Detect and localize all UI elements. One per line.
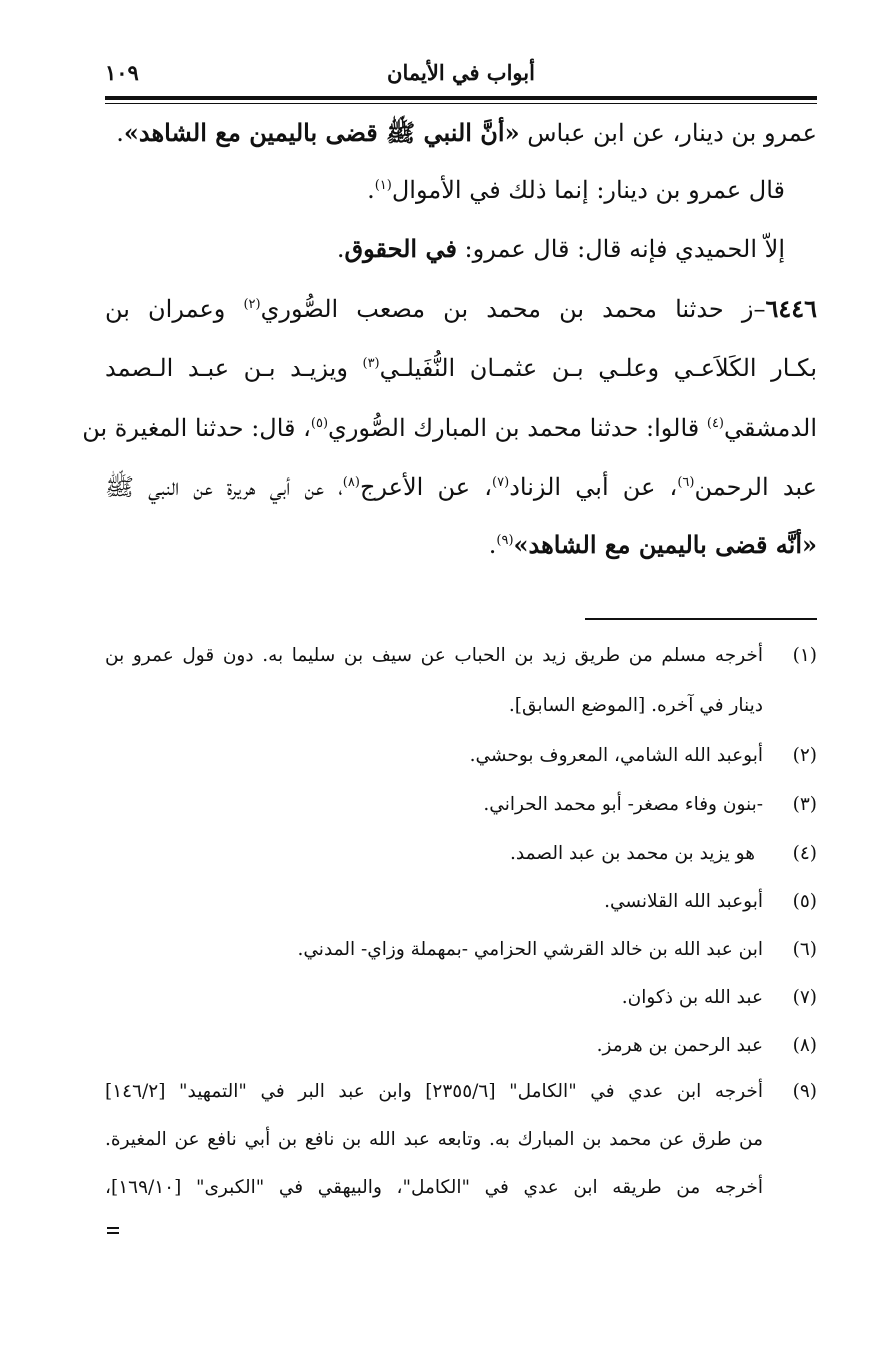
text-span: ويزيـد بـن عبـد الـصمد <box>105 354 363 382</box>
footnote-separator <box>585 618 817 620</box>
text-span: قال عمرو بن دينار: إنما ذلك في الأموال <box>391 176 785 204</box>
text-span: . <box>488 531 497 559</box>
text-line-7 <box>105 472 817 507</box>
text-span: . <box>336 235 345 263</box>
running-title: أبواب في الأيمان <box>387 60 535 85</box>
hadith-quote: «أنَّه قضى باليمين مع الشاهد» <box>513 530 817 559</box>
footnote-number: (٧) <box>792 987 817 1008</box>
text-line-8 <box>489 530 817 559</box>
footnote-text: -بنون وفاء مصغر- أبو محمد الحراني. <box>483 794 763 815</box>
text-span: ، عن أبي هريرة عن النبي ﷺ <box>105 473 343 501</box>
footnote-number: (٨) <box>792 1035 817 1056</box>
text-span: ، عن أبي الزناد <box>509 473 678 501</box>
text-line-4 <box>105 294 817 323</box>
text-span: ، قال: حدثنا المغيرة بن <box>82 414 311 442</box>
text-span: . <box>116 119 124 147</box>
footnote-text: أخرجه مسلم من طريق زيد بن الحباب عن سيف بن سليما به. دون قول عمرو بن <box>105 645 763 666</box>
footnote-ref[interactable]: (٢) <box>243 297 261 312</box>
continuation-mark <box>107 1227 119 1234</box>
footnote-text: هو يزيد بن محمد بن عبد الصمد. <box>510 843 755 864</box>
text-span: ، عن الأعرج <box>359 473 493 501</box>
header-rule-thick <box>105 96 817 100</box>
footnote-number: (١) <box>792 645 817 666</box>
running-header <box>105 58 817 94</box>
footnote-number: (٣) <box>792 794 817 815</box>
footnote-number: (٥) <box>792 891 817 912</box>
footnote-1-continued: دينار في آخره. [الموضع السابق]. <box>508 695 763 716</box>
footnote-ref[interactable]: (١) <box>374 178 392 193</box>
footnote-9-continued: من طرق عن محمد بن المبارك به. وتابعه عبد الله بن نافع بن أبي نافع عن المغيرة. <box>105 1129 763 1150</box>
text-span: إلاّ الحميدي فإنه قال: قال عمرو: <box>456 235 785 263</box>
footnote-text: أخرجه ابن عدي في "الكامل" [٢٣٥٥/٦] وابن عبد البر في "التمهيد" [١٤٦/٢] <box>105 1081 763 1102</box>
text-line-6 <box>82 414 817 442</box>
emphasis: في الحقوق <box>344 234 457 263</box>
footnote-number: (٩) <box>792 1081 817 1102</box>
footnote-ref[interactable]: (٦) <box>677 475 695 490</box>
hadith-quote: «أنَّ النبي ﷺ قضى باليمين مع الشاهد» <box>123 118 520 147</box>
footnote-number: (٦) <box>792 939 817 960</box>
text-span: وعمران بن <box>105 295 244 323</box>
footnote-text: أبوعبد الله القلانسي. <box>604 891 763 912</box>
text-line-2 <box>367 176 785 204</box>
text-span: قالوا: حدثنا محمد بن المبارك الصُّوري <box>328 414 707 442</box>
text-line-1 <box>116 118 817 153</box>
text-span: –ز حدثنا محمد بن محمد بن مصعب الصُّوري <box>260 295 766 323</box>
text-span: . <box>367 176 375 204</box>
footnote-text: عبد الرحمن بن هرمز. <box>596 1035 763 1056</box>
footnote-ref[interactable]: (٧) <box>492 475 510 490</box>
footnote-text: ابن عبد الله بن خالد القرشي الحزامي -بمهملة وزاي- المدني. <box>297 939 763 960</box>
page-number: ١٠٩ <box>105 60 139 85</box>
text-span: عبد الرحمن <box>694 473 817 501</box>
text-line-3 <box>337 234 785 263</box>
text-span: عمرو بن دينار، عن ابن عباس <box>519 119 817 147</box>
footnote-text: عبد الله بن ذكوان. <box>621 987 763 1008</box>
footnote-text: أبوعبد الله الشامي، المعروف بوحشي. <box>469 745 763 766</box>
footnote-ref[interactable]: (٥) <box>310 416 329 431</box>
header-rule-thin <box>105 103 817 104</box>
footnote-ref[interactable]: (٣) <box>362 356 380 371</box>
footnote-number: (٢) <box>792 745 817 766</box>
footnote-ref[interactable]: (٤) <box>706 416 724 431</box>
footnote-number: (٤) <box>792 843 817 864</box>
footnote-ref[interactable]: (٩) <box>496 533 514 548</box>
footnote-9-continued: أخرجه من طريقه ابن عدي في "الكامل"، والبيهقي في "الكبرى" [١٦٩/١٠]، <box>105 1177 763 1198</box>
text-line-5 <box>105 354 817 382</box>
text-span: الدمشقي <box>724 414 817 442</box>
hadith-number: ٦٤٤٦ <box>765 294 818 323</box>
footnote-ref[interactable]: (٨) <box>342 475 360 490</box>
text-span: بكـار الكَلاَعـي وعلـي بـن عثمـان النُّفَيلـي <box>379 354 817 382</box>
